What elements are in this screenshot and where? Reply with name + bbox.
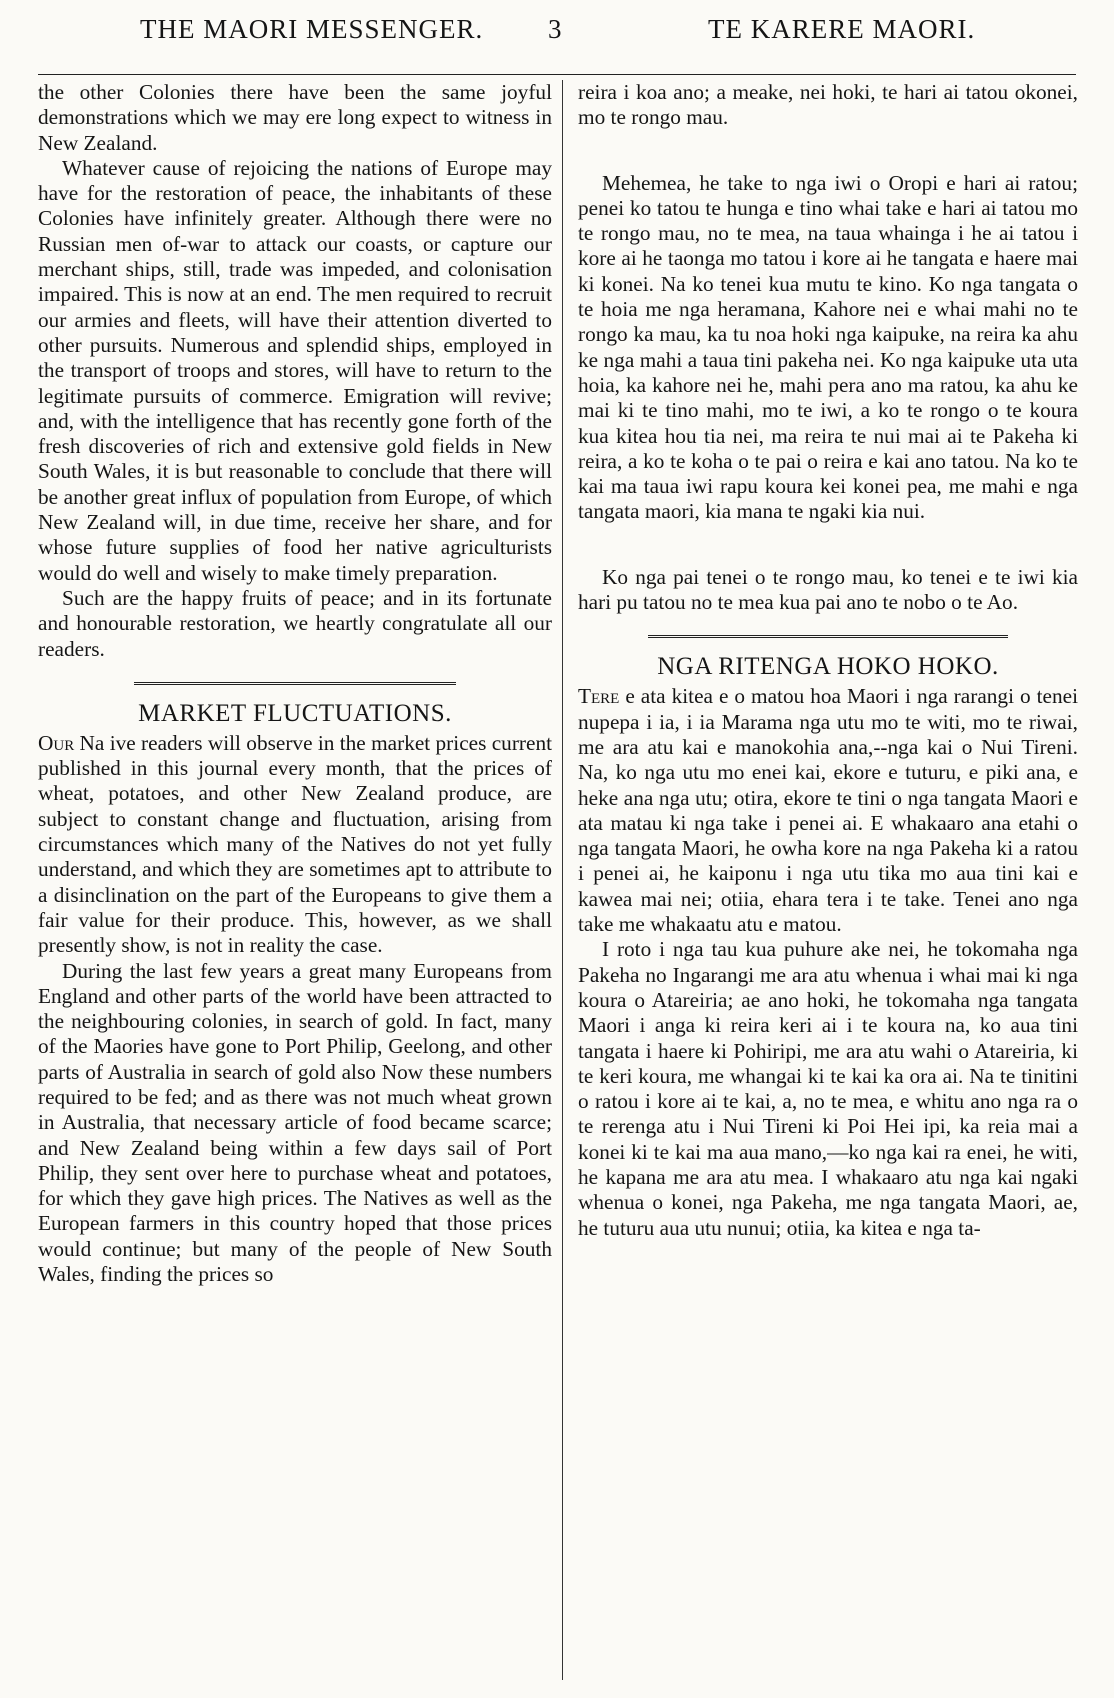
article-paragraph: Ko nga pai tenei o te rongo mau, ko tenei e te iwi kia hari pu tatou no te mea kua pai ano te nobo o te Ao.	[578, 564, 1078, 615]
column-divider	[562, 80, 563, 1680]
article-paragraph: Mehemea, he take to nga iwi o Oropi e hari ai ratou; penei ko tatou te hunga e tino whai take e hari ai tatou mo te rongo mau, no te mea, na taua whainga i he ai tatou i kore ai he taonga mo tatou i kore ai he tangata e haere mai ki konei. Na ko tenei kua mutu te kino. Ko nga tangata o te hoia me nga heramana, Kahore nei e whai mahi no te rongo ka mau, ka tu noa hoki nga kaipuke, na reira ka ahu ke nga mahi a taua tini pakeha nei. Ko nga kaipuke uta uta hoia, ka kahore nei he, mahi pera ano ma ratou, ka ahu ke mai ki te tino mahi, mo te iwi, a ko te rongo o te koura kua kitea hou tia nei, ma reira te nui mai ai te Pakeha ki reira, a ko te koha o te pai o reira e kai ano tatou. Na ko te kai ma taua iwi rapu koura kei konei pea, me mahi e nga tangata maori, kia mana te ngaki kia nui.	[578, 170, 1078, 524]
masthead-english-title: THE MAORI MESSENGER.	[140, 14, 484, 44]
article-paragraph: Such are the happy fruits of peace; and in its fortunate and honourable restoration, we heartly congratulate all our readers.	[38, 585, 552, 661]
section-divider	[134, 682, 456, 685]
drop-cap-word: Our	[38, 730, 75, 755]
article-paragraph: Whatever cause of rejoicing the nations of Europe may have for the restoration of peace, the inhabitants of these Colonies have infinitely greater. Although there were no Russian men of-war to attack our coasts, or capture our merchant ships, still, trade was impeded, and colonisation impaired. This is now at an end. The men required to recruit our armies and fleets, will have their attention diverted to other pursuits. Numerous and splendid ships, employed in the transport of troops and stores, will have to return to the legitimate pursuits of commerce. Emigration will revive; and, with the intelligence that has recently gone forth of the fresh discoveries of rich and extensive gold fields in New South Wales, it is but reasonable to conclude that there will be another great influx of population from Europe, of which New Zealand will, in due time, receive her share, and for whose future supplies of food her native agriculturists would do well and wisely to make timely preparation.	[38, 155, 552, 585]
article-paragraph: reira i koa ano; a meake, nei hoki, te hari ai tatou okonei, mo te rongo mau.	[578, 80, 1078, 130]
drop-cap-word: Tere	[578, 684, 620, 709]
article-paragraph	[578, 684, 1078, 937]
section-divider	[648, 635, 1008, 638]
english-column	[38, 80, 552, 1287]
masthead-maori-title: TE KARERE MAORI.	[708, 14, 976, 44]
article-paragraph	[38, 731, 552, 959]
nga-ritenga-heading: NGA RITENGA HOKO HOKO.	[657, 653, 999, 681]
masthead	[0, 14, 1114, 54]
article-paragraph: During the last few years a great many Europeans from England and other parts of the world have been attracted to the neighbouring colonies, in search of gold. In fact, many of the Maories have gone to Port Philip, Geelong, and other parts of Australia in search of gold also Now these numbers required to be fed; and as there was not much wheat grown in Australia, that necessary article of food became scarce; and New Zealand being within a few days sail of Port Philip, they sent over here to purchase wheat and potatoes, for which they gave high prices. The Natives as well as the European farmers in this country hoped that those prices would continue; but many of the people of New South Wales, finding the prices so	[38, 958, 552, 1287]
paragraph-text: e ata kitea e o matou hoa Maori i nga rarangi o tenei nupepa i ia, i ia Marama nga utu mo te witi, mo te riwai, me ara atu kai e manokohia ana,--nga kai o Nui Tireni. Na, ko nga utu mo enei kai, ekore e tuturu, e piki ana, e heke ana nga utu; otira, ekore te tini o nga tangata Maori e ata matau ki nga take i penei ai. E whakaaro ana etahi o nga tangata Maori, he owha kore na nga Pakeha ki a ratou i penei ai, he kaiponu i nga utu tika mo aua tini kai e kawea mai nei; otiia, ehara tera i te take. Tenei ano nga take me whakaatu atu e matou.	[578, 684, 1078, 937]
page-number: 3	[548, 14, 563, 44]
paragraph-text: Na ive readers will observe in the market prices current published in this journal every month, that the prices of wheat, potatoes, and other New Zealand produce, are subject to constant change and fluctuation, arising from circumstances which many of the Natives do not yet fully understand, and which they are sometimes apt to attribute to a disinclination on the part of the Europeans to give them a fair value for their produce. This, however, as we shall presently show, is not in reality the case.	[38, 730, 553, 958]
market-fluctuations-heading: MARKET FLUCTUATIONS.	[138, 699, 452, 727]
article-paragraph: I roto i nga tau kua puhure ake nei, he tokomaha nga Pakeha no Ingarangi me ara atu whenua i whai mai ki nga koura o Atareiria; ae ano hoki, he tokomaha nga tangata Maori i anga ki reira keri ai i te koura na, ko aua tini tangata i haere ki Pohiripi, me ara atu wahi o Atareiria, ki te keri koura, me whangai ki te kai ka ora ai. Na te tinitini o ratou i kore ai te kai, a, no te mea, e whitu ano nga ra o te rerenga atu i Nui Tireni ki Poi Hei ipi, ka reia mai a konei ki te kai ma aua mano,—ko nga kai ra enei, he witi, he kapana me ara atu mea. I whakaaro atu nga kai ngaki whenua o konei, nga Pakeha, me nga tangata Maori, ae, he tuturu aua utu nunui; otiia, ka kitea e nga ta-	[578, 937, 1078, 1240]
maori-column	[578, 80, 1078, 1241]
article-paragraph: the other Colonies there have been the same joyful demonstrations which we may ere long expect to witness in New Zealand.	[38, 80, 552, 155]
masthead-rule	[38, 74, 1076, 75]
